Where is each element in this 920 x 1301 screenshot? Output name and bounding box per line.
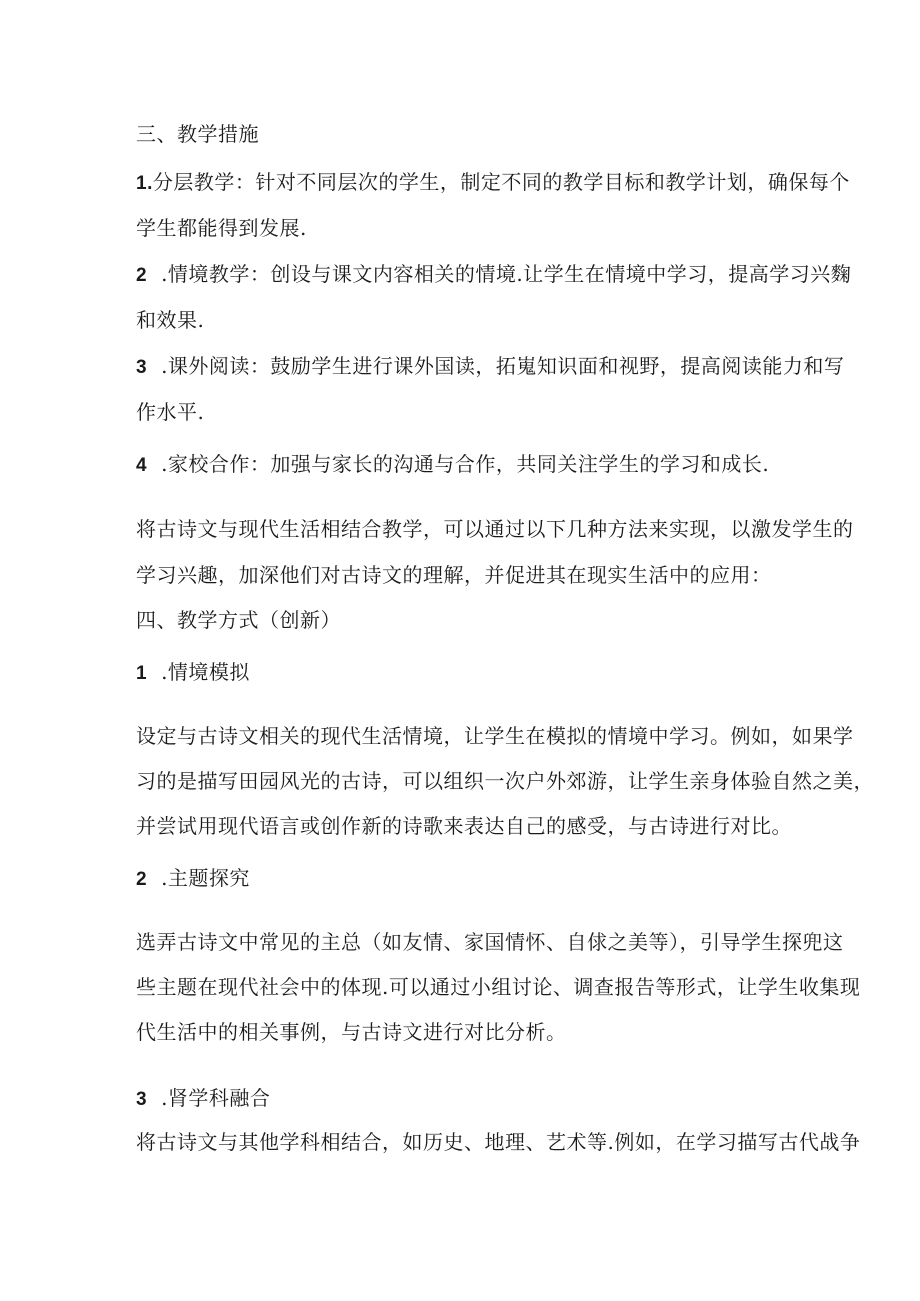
method-2-title-text: .主题探究 [161,866,250,890]
method-1-number: 1 [136,663,148,684]
method-1-line-2: 习的是描写田园风光的古诗，可以组织一次户外郊游，让学生亲身体验自然之美， [136,769,874,793]
item-3-line-2: 作水平. [136,400,205,424]
method-2-line-2: 些主题在现代社会中的体现.可以通过小组讨论、调查报告等形式，让学生收集现 [136,975,861,999]
item-4-number: 4 [136,455,148,476]
method-1-line-3: 并尝试用现代语言或创作新的诗歌来表达自己的感受，与古诗进行对比。 [136,814,792,838]
method-3-line-1: 将古诗文与其他学科相结合，如历史、地理、艺术等.例如，在学习描写古代战争 [136,1130,861,1154]
item-2-number: 2 [136,265,148,286]
item-1-line-1 [136,168,850,198]
item-2-text: .情境教学：创设与课文内容相关的情境.让学生在情境中学习，提高学习兴麴 [161,262,852,286]
method-2-line-3: 代生活中的相关事例，与古诗文进行对比分析。 [136,1020,567,1044]
item-4-text: .家校合作：加强与家长的沟通与合作，共同关注学生的学习和成长. [161,452,770,476]
item-2-line-2: 和效果. [136,308,205,332]
section-4-heading: 四、教学方式（创新） [136,608,341,632]
method-2-number: 2 [136,869,148,890]
method-3-number: 3 [136,1089,148,1110]
item-1-text: 分层教学：针对不同层次的学生，制定不同的教学目标和教学计划，确保每个 [152,170,850,194]
method-2-title [136,864,250,894]
section-3-heading: 三、教学措施 [136,122,259,146]
method-2-line-1: 选弄古诗文中常见的主总（如友情、家国情怀、自俅之美等），引导学生探兜这 [136,930,844,954]
intro-line-1: 将古诗文与现代生活相结合教学，可以通过以下几种方法来实现，以激发学生的 [136,517,854,541]
intro-line-2: 学习兴趣，加深他们对古诗文的理解，并促进其在现实生活中的应用： [136,563,772,587]
item-1-number: 1. [136,173,153,194]
method-1-line-1: 设定与古诗文相关的现代生活情境，让学生在模拟的情境中学习。例如，如果学 [136,724,854,748]
method-1-title [136,658,250,688]
item-4-line-1 [136,450,769,480]
item-2-line-1 [136,260,851,290]
item-3-number: 3 [136,357,148,378]
method-3-title-text: .肾学科融合 [161,1086,271,1110]
item-3-text: .课外阅读：鼓励学生进行课外国读，拓嵬知识面和视野，提高阅读能力和写 [161,354,845,378]
method-3-title [136,1084,270,1114]
method-1-title-text: .情境模拟 [161,660,250,684]
item-1-line-2: 学生都能得到发展. [136,216,307,240]
item-3-line-1 [136,352,844,382]
